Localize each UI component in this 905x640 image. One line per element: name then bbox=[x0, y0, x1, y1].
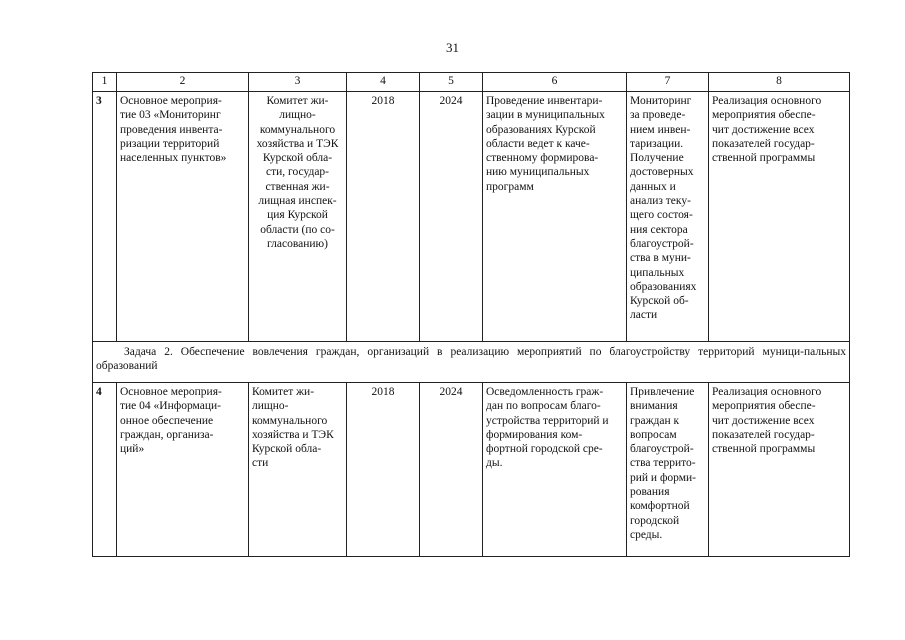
task-row bbox=[93, 342, 850, 383]
table-header-row bbox=[93, 73, 850, 92]
expected-result: Осведомленность граж- дан по вопросам благо- устройства территорий и формирования ком- фортной городской сре- ды. bbox=[483, 383, 627, 557]
end-year: 2024 bbox=[420, 92, 483, 342]
start-year: 2018 bbox=[347, 92, 420, 342]
executor: Комитет жи- лищно- коммунального хозяйства и ТЭК Курской обла- сти, государ- ственная жи- лищная инспек- ция Курской области (по со- гласованию) bbox=[249, 92, 347, 342]
start-year: 2018 bbox=[347, 383, 420, 557]
measures-table bbox=[92, 72, 850, 557]
link-to-indicators: Реализация основного мероприятия обеспе- чит достижение всех показателей государ- ственной программы bbox=[709, 92, 850, 342]
link-to-indicators: Реализация основного мероприятия обеспе- чит достижение всех показателей государ- ственной программы bbox=[709, 383, 850, 557]
header-cell: 2 bbox=[117, 73, 249, 92]
table-row bbox=[93, 92, 850, 342]
consequence: Мониторинг за проведе- нием инвен- таризации. Получение достоверных данных и анализ теку- щего состоя- ния сектора благоустрой- ства в муни- ципальных образованиях Курской об- ласти bbox=[627, 92, 709, 342]
measure-name: Основное мероприя- тие 03 «Мониторинг проведения инвента- ризации территорий населенных пунктов» bbox=[117, 92, 249, 342]
measure-name: Основное мероприя- тие 04 «Информаци- онное обеспечение граждан, организа- ций» bbox=[117, 383, 249, 557]
expected-result: Проведение инвентари- зации в муниципальных образованиях Курской области ведет к каче- ственному формирова- нию муниципальных программ bbox=[483, 92, 627, 342]
page-number: 31 bbox=[446, 40, 459, 55]
row-number: 3 bbox=[93, 92, 117, 342]
header-cell: 4 bbox=[347, 73, 420, 92]
executor: Комитет жи- лищно- коммунального хозяйства и ТЭК Курской обла- сти bbox=[249, 383, 347, 557]
task-text: Задача 2. Обеспечение вовлечения граждан, организаций в реализацию мероприятий по благоустройству территорий муници-пальных образований bbox=[93, 342, 850, 383]
row-number: 4 bbox=[93, 383, 117, 557]
consequence: Привлечение внимания граждан к вопросам благоустрой- ства террито- рий и форми- рования комфортной городской среды. bbox=[627, 383, 709, 557]
header-cell: 8 bbox=[709, 73, 850, 92]
header-cell: 7 bbox=[627, 73, 709, 92]
end-year: 2024 bbox=[420, 383, 483, 557]
header-cell: 5 bbox=[420, 73, 483, 92]
header-cell: 3 bbox=[249, 73, 347, 92]
header-cell: 1 bbox=[93, 73, 117, 92]
table-row bbox=[93, 383, 850, 557]
header-cell: 6 bbox=[483, 73, 627, 92]
